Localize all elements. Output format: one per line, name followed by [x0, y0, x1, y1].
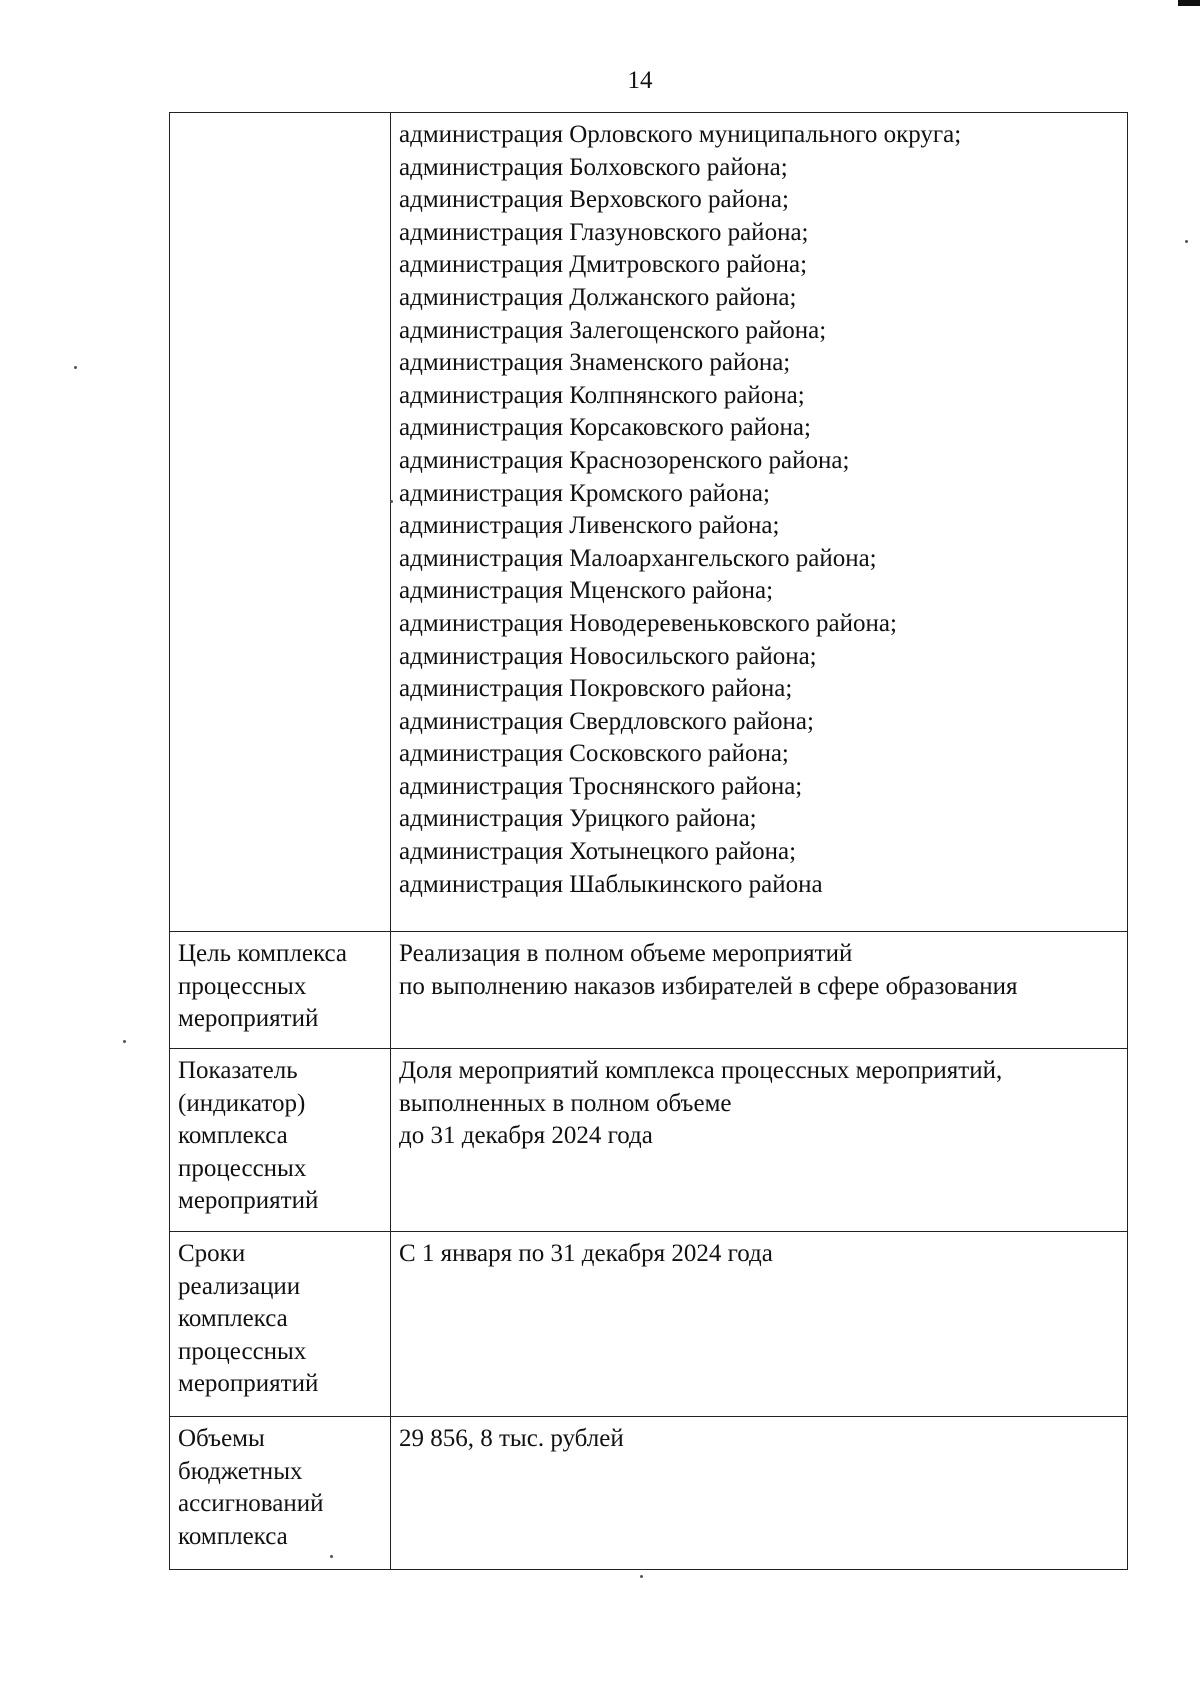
administration-item: администрация Кромского района;	[399, 479, 770, 507]
administration-item: администрация Сосковского района;	[399, 740, 789, 768]
administration-item: администрация Шаблыкинского района	[399, 870, 823, 898]
administration-item: администрация Хотынецкого района;	[399, 838, 797, 866]
administration-item: администрация Корсаковского района;	[399, 414, 811, 442]
label-line: Показатель	[178, 1057, 298, 1084]
value-line: С 1 января по 31 декабря 2024 года	[399, 1240, 773, 1267]
label-line: комплекса	[178, 1122, 288, 1150]
value-line: до 31 декабря 2024 года	[399, 1122, 653, 1150]
administration-item: администрация Покровского района;	[399, 675, 793, 703]
label-cell-indicator	[170, 1049, 391, 1232]
value-line: выполненных в полном объеме	[399, 1089, 732, 1117]
administration-item: администрация Залегощенского района;	[399, 316, 827, 344]
table-row-budget	[170, 1417, 1128, 1570]
label-line: процессных	[178, 1154, 307, 1182]
value-line: 29 856, 8 тыс. рублей	[399, 1425, 624, 1452]
page-number: 14	[627, 67, 653, 94]
table-row-goal	[170, 932, 1128, 1049]
label-line: процессных	[178, 1337, 307, 1365]
scan-corner-mark	[1178, 0, 1200, 6]
passport-table	[169, 112, 1128, 1570]
administration-item: администрация Ливенского района;	[399, 512, 780, 540]
label-line: реализации	[178, 1272, 301, 1300]
administration-item: администрация Дмитровского района;	[399, 251, 808, 279]
administration-item: администрация Свердловского района;	[399, 707, 814, 735]
administration-item: администрация Троснянского района;	[399, 772, 803, 800]
administration-item: администрация Колпнянского района;	[399, 381, 805, 409]
table-row-terms	[170, 1232, 1128, 1417]
scan-speck	[123, 1040, 126, 1043]
label-line: бюджетных	[178, 1457, 303, 1485]
label-line: (индикатор)	[178, 1089, 306, 1117]
value-cell-administrations	[391, 113, 1128, 932]
label-line: мероприятий	[178, 1187, 319, 1215]
label-line: Объемы	[178, 1425, 265, 1452]
administration-item: администрация Малоархангельского района;	[399, 544, 877, 572]
label-cell-budget	[170, 1417, 391, 1570]
label-line: мероприятий	[178, 1370, 319, 1398]
scan-speck	[74, 366, 77, 369]
label-line: ассигнований	[178, 1490, 324, 1518]
value-line: по выполнению наказов избирателей в сфере образования	[399, 972, 1018, 1000]
administration-item: администрация Новодеревеньковского района;	[399, 609, 897, 637]
label-line: процессных	[178, 972, 307, 1000]
value-line: Реализация в полном объеме мероприятий	[399, 940, 853, 967]
label-cell-empty	[170, 113, 391, 932]
table-row-indicator	[170, 1049, 1128, 1232]
label-cell-terms	[170, 1232, 391, 1417]
value-cell-terms	[391, 1232, 1128, 1417]
scan-speck	[330, 1555, 333, 1558]
administration-item: администрация Болховского района;	[399, 153, 788, 181]
label-line: Цель комплекса	[178, 940, 347, 967]
value-cell-indicator	[391, 1049, 1128, 1232]
scan-speck	[390, 500, 393, 503]
administration-item: администрация Знаменского района;	[399, 349, 791, 377]
label-line: Сроки	[178, 1240, 246, 1267]
administration-item: администрация Орловского муниципального округа;	[399, 121, 962, 148]
administration-item: администрация Мценского района;	[399, 577, 774, 605]
scan-speck	[640, 1575, 643, 1578]
administration-item: администрация Краснозоренского района;	[399, 446, 850, 474]
label-line: комплекса	[178, 1522, 288, 1550]
value-cell-goal	[391, 932, 1128, 1049]
administration-item: администрация Должанского района;	[399, 283, 797, 311]
administration-item: администрация Глазуновского района;	[399, 218, 809, 246]
administration-item: администрация Верховского района;	[399, 186, 789, 214]
value-line: Доля мероприятий комплекса процессных мероприятий,	[399, 1057, 1003, 1084]
scan-speck	[1185, 240, 1188, 243]
value-cell-budget	[391, 1417, 1128, 1570]
administrations-list	[399, 119, 1121, 901]
administration-item: администрация Урицкого района;	[399, 805, 757, 833]
table-row-responsible-executors	[170, 113, 1128, 932]
label-line: комплекса	[178, 1305, 288, 1333]
label-line: мероприятий	[178, 1005, 319, 1033]
label-cell-goal	[170, 932, 391, 1049]
administration-item: администрация Новосильского района;	[399, 642, 817, 670]
